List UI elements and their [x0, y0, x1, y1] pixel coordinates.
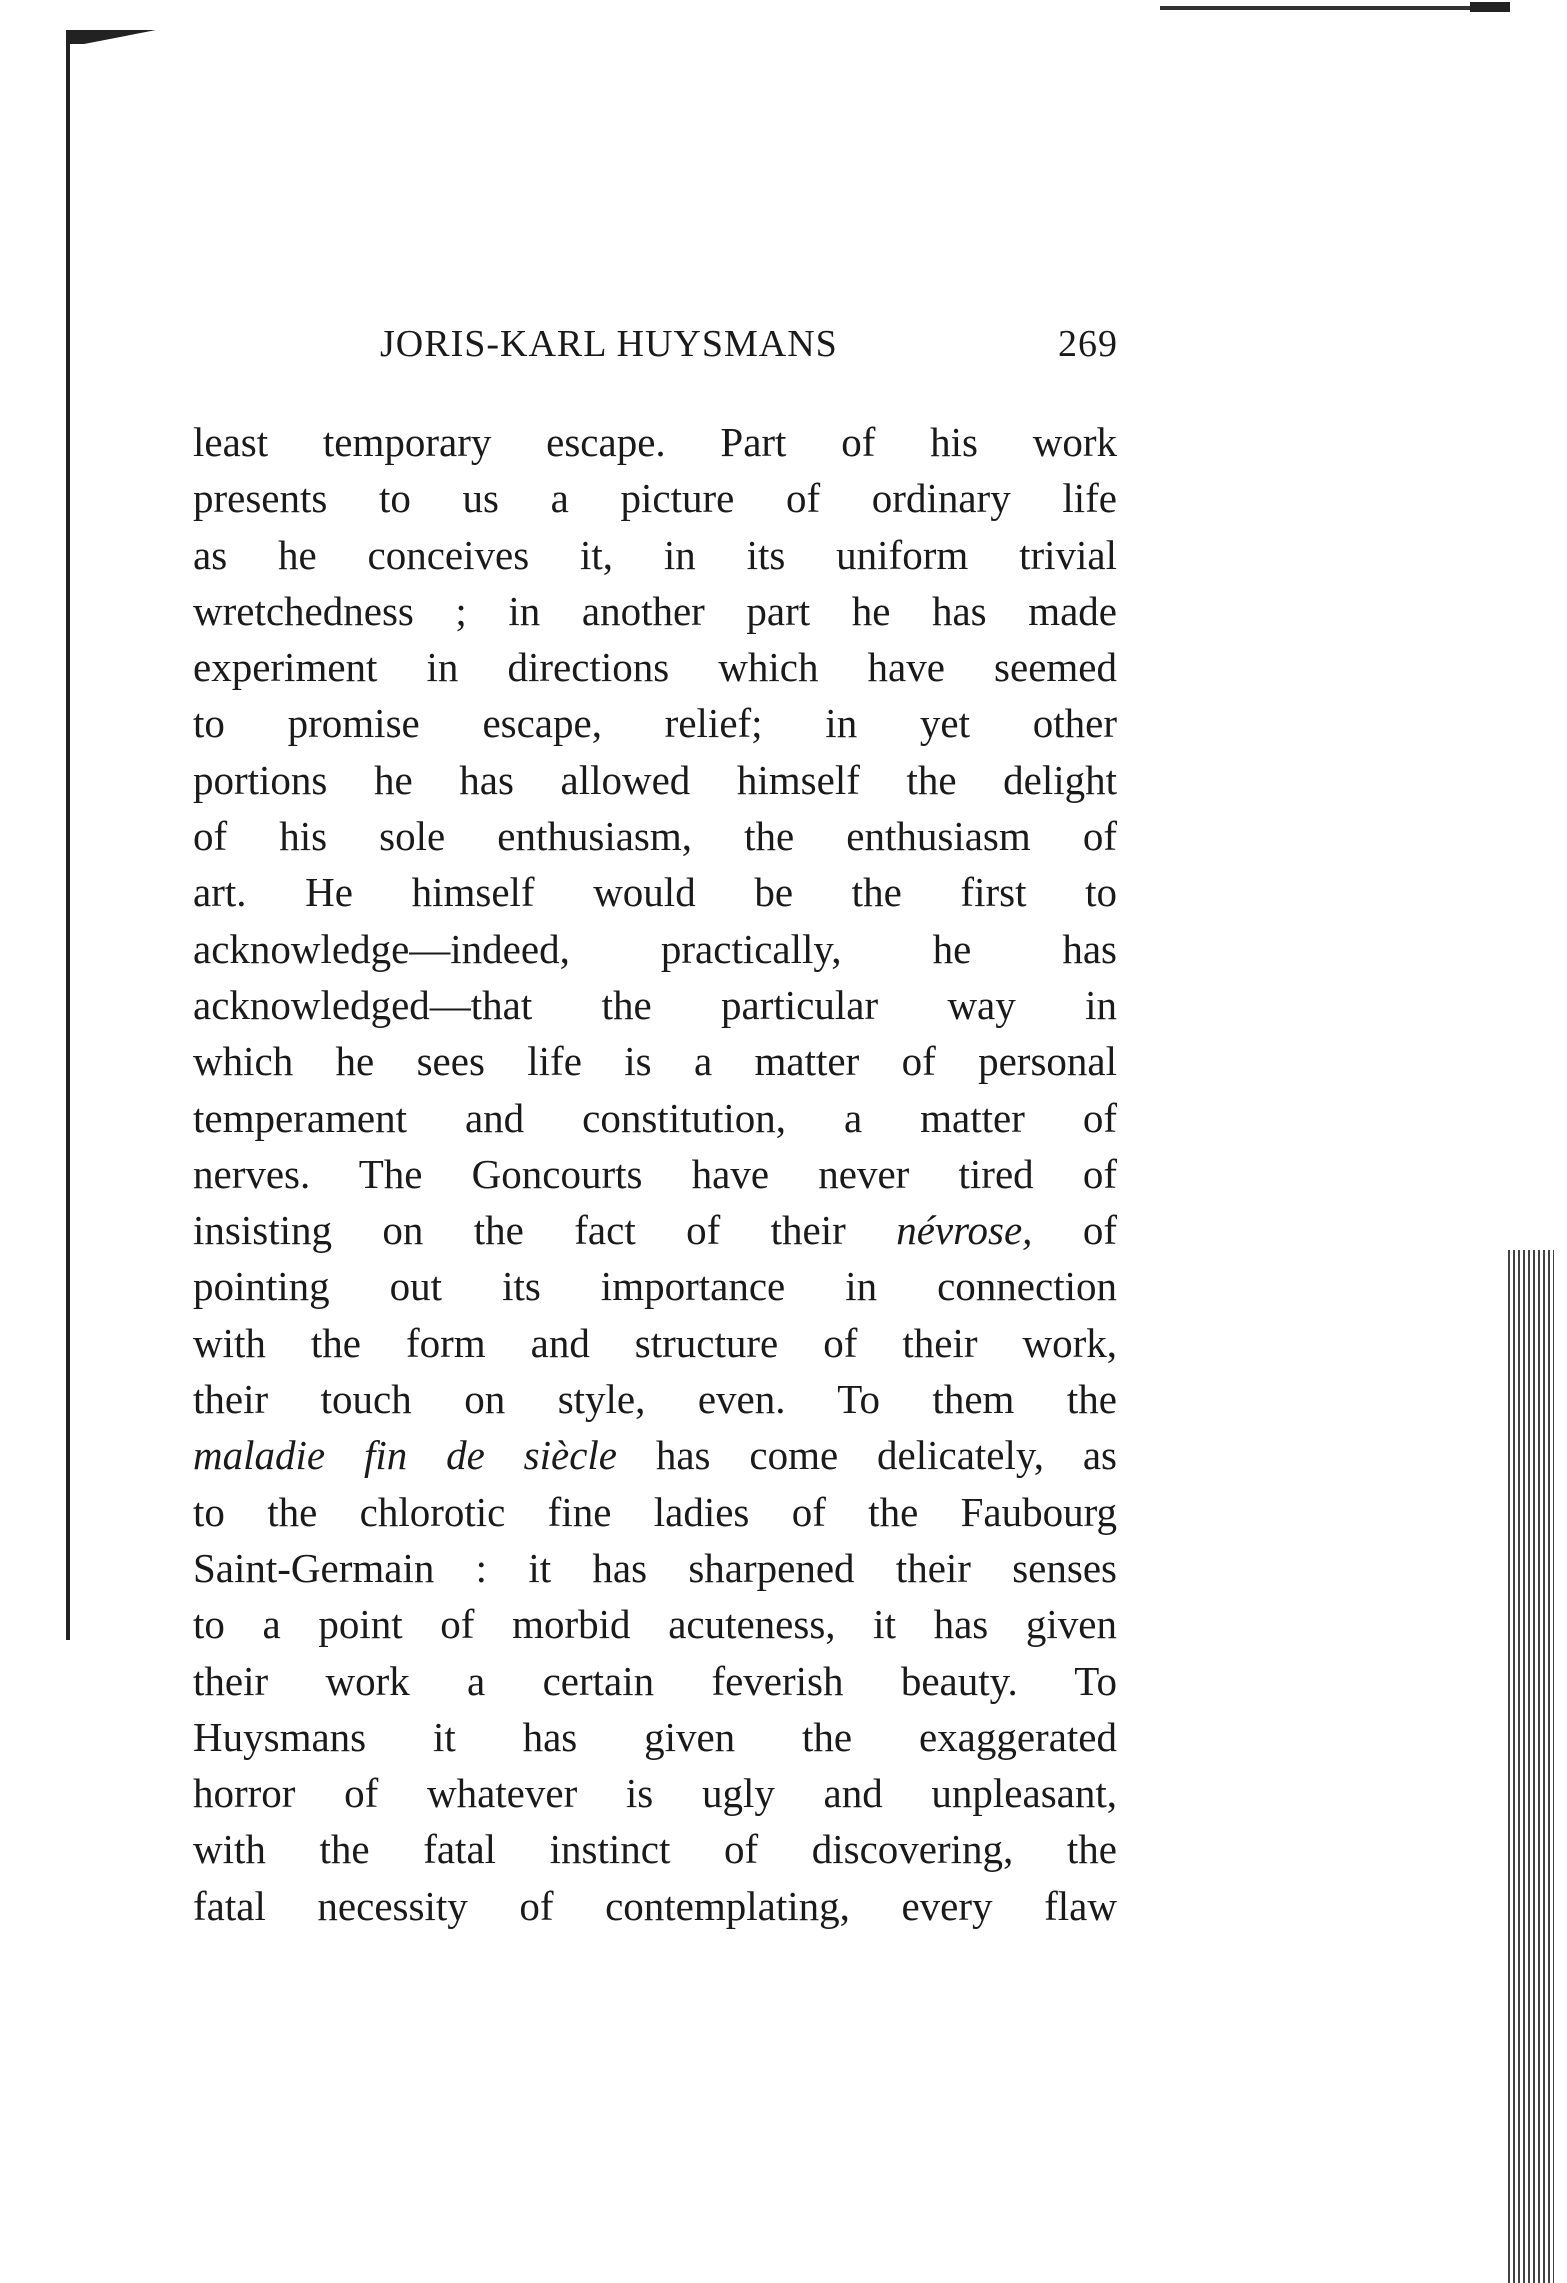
top-edge-rule — [1160, 6, 1510, 10]
text-line: Saint-Germain : it has sharpened their senses — [193, 1544, 1117, 1591]
text-line — [193, 1202, 1117, 1258]
italic-phrase: maladie fin de siècle — [193, 1432, 617, 1479]
text-line: which he sees life is a matter of personal — [193, 1038, 1117, 1085]
page-number: 269 — [1058, 323, 1118, 365]
text-line: pointing out its importance in connection — [193, 1263, 1117, 1310]
text-line: least temporary escape. Part of his work — [193, 419, 1117, 465]
text-segment: insisting on the fact of their — [193, 1207, 897, 1254]
text-line: nerves. The Goncourts have never tired of — [193, 1150, 1117, 1197]
text-line: their work a certain feverish beauty. To — [193, 1657, 1117, 1704]
text-line: experiment in directions which have seemed — [193, 644, 1117, 691]
page-edge-mark — [66, 30, 156, 44]
text-line: portions he has allowed himself the delight — [193, 756, 1117, 803]
text-line: with the form and structure of their work, — [193, 1319, 1117, 1366]
text-line: horror of whatever is ugly and unpleasant, — [193, 1770, 1117, 1817]
italic-phrase: névrose, — [896, 1207, 1033, 1254]
text-line: presents to us a picture of ordinary life — [193, 475, 1117, 522]
running-title: JORIS-KARL HUYSMANS — [380, 323, 838, 365]
text-line: with the fatal instinct of discovering, the — [193, 1826, 1117, 1873]
text-line: to promise escape, relief; in yet other — [193, 700, 1117, 747]
text-line: wretchedness ; in another part he has made — [193, 587, 1117, 634]
scan-edge-stripes — [1508, 1250, 1554, 2283]
text-line: art. He himself would be the first to — [193, 869, 1117, 916]
text-line: fatal necessity of contemplating, every flaw — [193, 1882, 1117, 1929]
top-edge-mark — [1470, 2, 1510, 12]
text-line: acknowledged—that the particular way in — [193, 981, 1117, 1028]
text-line: of his sole enthusiasm, the enthusiasm of — [193, 813, 1117, 860]
text-line: as he conceives it, in its uniform trivial — [193, 531, 1117, 578]
text-line: acknowledge—indeed, practically, he has — [193, 925, 1117, 972]
text-line: Huysmans it has given the exaggerated — [193, 1713, 1117, 1760]
running-header — [380, 322, 1118, 372]
text-line: their touch on style, even. To them the — [193, 1376, 1117, 1423]
text-segment: has come delicately, as — [617, 1432, 1117, 1479]
text-line: to a point of morbid acuteness, it has given — [193, 1601, 1117, 1648]
text-line: temperament and constitution, a matter of — [193, 1094, 1117, 1141]
text-line: to the chlorotic fine ladies of the Faubourg — [193, 1488, 1117, 1535]
page-edge-rule — [66, 40, 70, 1640]
text-line — [193, 1427, 1117, 1483]
body-text — [193, 414, 1117, 1934]
text-segment: of — [1032, 1207, 1117, 1254]
